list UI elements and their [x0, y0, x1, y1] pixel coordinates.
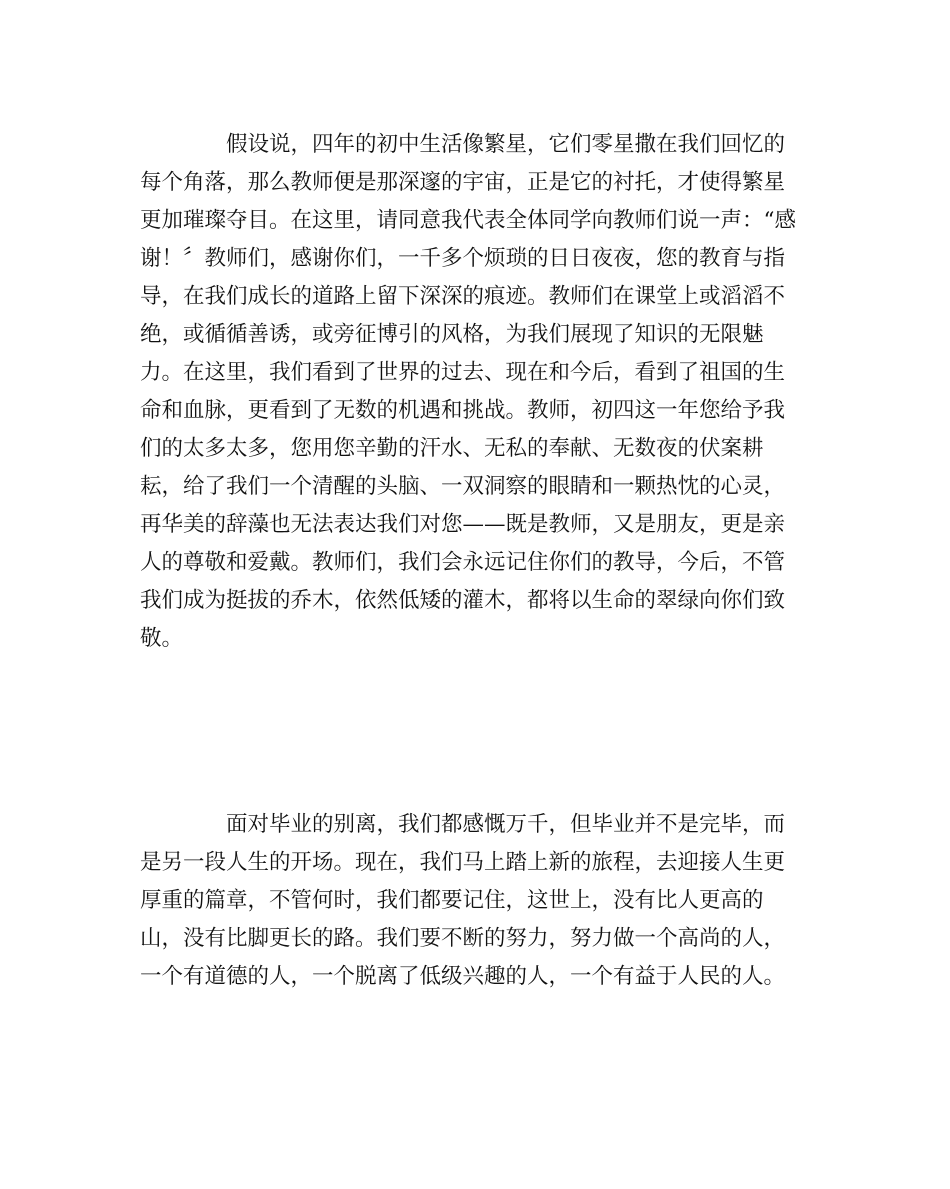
paragraph-line: 谢！〞教师们，感谢你们，一千多个烦琐的日日夜夜，您的教育与指: [140, 246, 786, 271]
paragraph-line: 厚重的篇章，不管何时，我们都要记住，这世上，没有比人更高的: [140, 888, 764, 913]
paragraph-line: 们的太多太多，您用您辛勤的汗水、无私的奉献、无数夜的伏案耕: [140, 436, 764, 461]
paragraph-line: 敬。: [140, 626, 184, 651]
paragraph-line: 更加璀璨夺目。在这里，请同意我代表全体同学向教师们说一声：“感: [140, 208, 796, 233]
paragraph-line: 我们成为挺拔的乔木，依然低矮的灌木，都将以生命的翠绿向你们致: [140, 588, 786, 613]
paragraph-line: 导，在我们成长的道路上留下深深的痕迹。教师们在课堂上或滔滔不: [140, 284, 786, 309]
paragraph-line: 假设说，四年的初中生活像繁星，它们零星撒在我们回忆的: [226, 132, 786, 157]
paragraph-line: 人的尊敬和爱戴。教师们，我们会永远记住你们的教导，今后，不管: [140, 550, 786, 575]
paragraph-line: 耘，给了我们一个清醒的头脑、一双洞察的眼睛和一颗热忱的心灵，: [140, 474, 786, 499]
paragraph-line: 一个有道德的人，一个脱离了低级兴趣的人，一个有益于人民的人。: [140, 964, 786, 989]
paragraph-line: 命和血脉，更看到了无数的机遇和挑战。教师，初四这一年您给予我: [140, 398, 786, 423]
paragraph-line: 再华美的辞藻也无法表达我们对您——既是教师，又是朋友，更是亲: [140, 512, 786, 537]
paragraph-1: [140, 126, 805, 658]
paragraph-line: 面对毕业的别离，我们都感慨万千，但毕业并不是完毕，而: [226, 812, 786, 837]
paragraph-line: 山，没有比脚更长的路。我们要不断的努力，努力做一个高尚的人，: [140, 926, 786, 951]
paragraph-2: [140, 806, 805, 996]
paragraph-line: 是另一段人生的开场。现在，我们马上踏上新的旅程，去迎接人生更: [140, 850, 786, 875]
paragraph-line: 每个角落，那么教师便是那深邃的宇宙，正是它的衬托，才使得繁星: [140, 170, 786, 195]
paragraph-line: 绝，或循循善诱，或旁征博引的风格，为我们展现了知识的无限魅: [140, 322, 764, 347]
paragraph-line: 力。在这里，我们看到了世界的过去、现在和今后，看到了祖国的生: [140, 360, 786, 385]
